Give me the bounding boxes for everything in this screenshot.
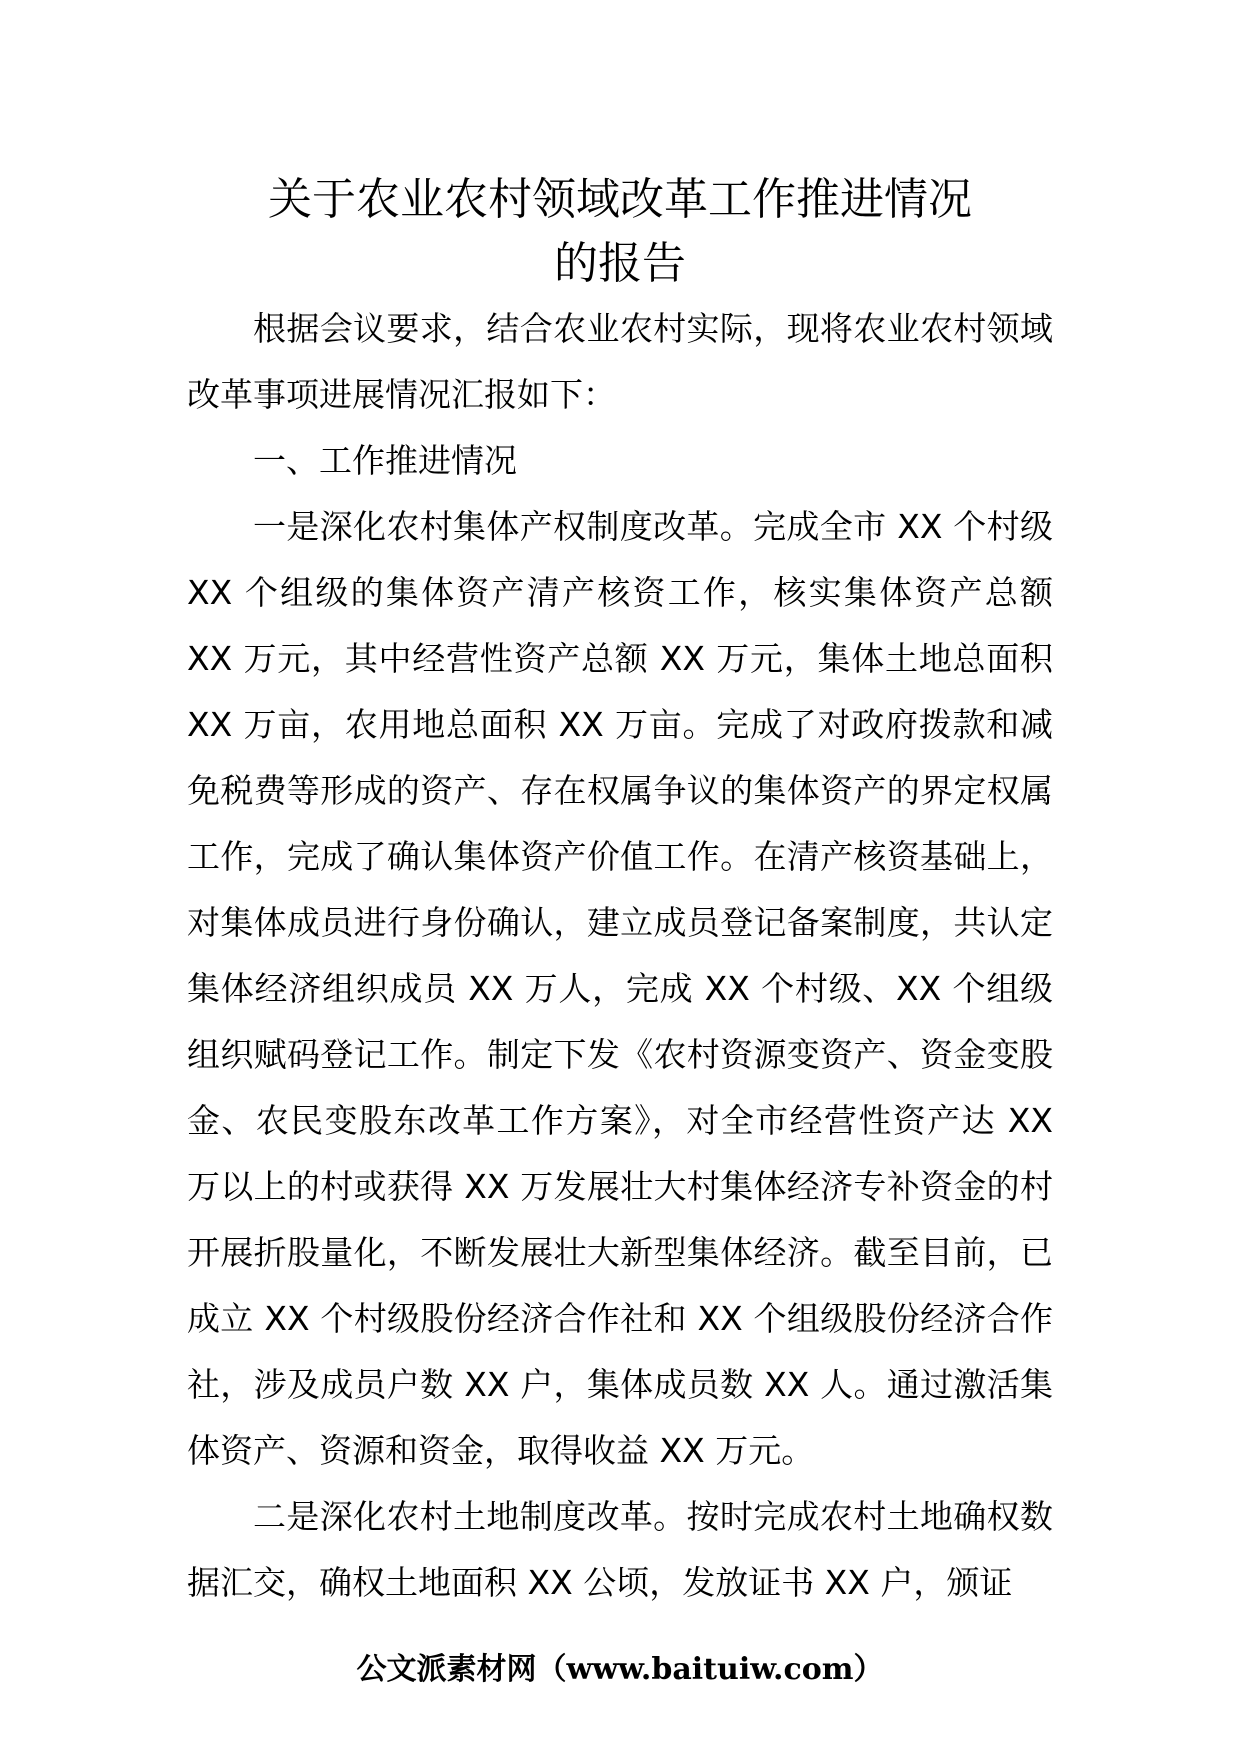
section-heading: 一、工作推进情况 xyxy=(253,441,517,480)
footer-watermark: 公文派素材网（www.baituiw.com） xyxy=(356,1652,884,1687)
body-paragraph-2: 二是深化农村土地制度改革。按时完成农村土地确权数据汇交，确权土地面积 XX 公顷，发放证书 XX 户，颁证 xyxy=(187,1497,1053,1602)
document-title-line-1: 关于农业农村领域改革工作推进情况 xyxy=(268,174,972,225)
document-body xyxy=(187,296,1053,1616)
intro-paragraph: 根据会议要求，结合农业农村实际，现将农业农村领域改革事项进展情况汇报如下： xyxy=(187,309,1053,414)
body-paragraph-1: 一是深化农村集体产权制度改革。完成全市 XX 个村级 XX 个组级的集体资产清产核资工作，核实集体资产总额 XX 万元，其中经营性资产总额 XX 万元，集体土地总面积 XX 万亩，农用地总面积 XX 万亩。完成了对政府拨款和减免税费等形成的资产、存在权属争议的集体资产的界定权属工作，完成了确认集体资产价值工作。在清产核资基础上，对集体成员进行身份确认，建立成员登记备案制度，共认定集体经济组织成员 XX 万人，完成 XX 个村级、XX 个组级组织赋码登记工作。制定下发《农村资源变资产、资金变股金、农民变股东改革工作方案》，对全市经营性资产达 XX 万以上的村或获得 XX 万发展壮大村集体经济专补资金的村开展折股量化，不断发展壮大新型集体经济。截至目前，已成立 XX 个村级股份经济合作社和 XX 个组级股份经济合作社，涉及成员户数 XX 户，集体成员数 XX 人。通过激活集体资产、资源和资金，取得收益 XX 万元。 xyxy=(187,507,1053,1470)
document-title-line-2: 的报告 xyxy=(554,238,686,289)
